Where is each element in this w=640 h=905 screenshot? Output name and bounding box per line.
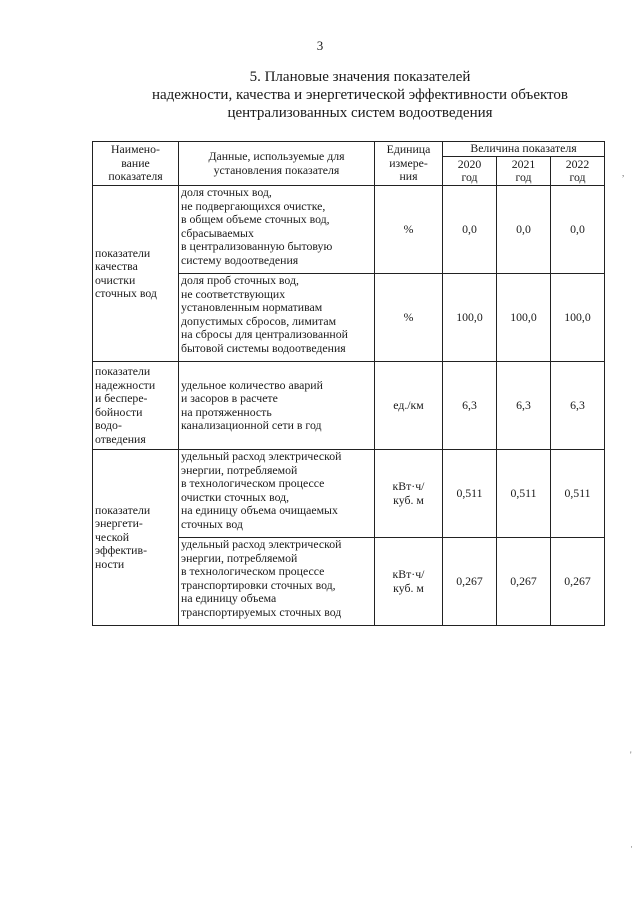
scan-mark: , bbox=[622, 168, 625, 178]
header-value-group: Величина показателя bbox=[443, 142, 605, 157]
value-2022: 0,0 bbox=[551, 186, 605, 274]
value-2020: 0,0 bbox=[443, 186, 497, 274]
table-row bbox=[93, 186, 605, 274]
value-2021: 100,0 bbox=[497, 274, 551, 362]
table-row bbox=[93, 362, 605, 450]
row-data-description: удельный расход электрической энергии, потребляемой в технологическом процессе очистки сточных вод, на единицу объема очищаемых сточных вод bbox=[179, 450, 375, 538]
value-2020: 0,267 bbox=[443, 538, 497, 626]
value-2020: 6,3 bbox=[443, 362, 497, 450]
value-2021: 0,267 bbox=[497, 538, 551, 626]
document-title bbox=[90, 68, 630, 122]
title-line-1: 5. Плановые значения показателей bbox=[249, 69, 471, 85]
row-unit: % bbox=[375, 186, 443, 274]
header-year-2020: 2020 год bbox=[443, 157, 497, 186]
row-data-description: удельное количество аварий и засоров в расчете на протяженность канализационной сети в год bbox=[179, 362, 375, 450]
group-name-energy-efficiency: показатели энергети- ческой эффектив- ности bbox=[93, 450, 179, 626]
value-2020: 0,511 bbox=[443, 450, 497, 538]
row-unit: % bbox=[375, 274, 443, 362]
value-2022: 0,511 bbox=[551, 450, 605, 538]
header-year-2022: 2022 год bbox=[551, 157, 605, 186]
header-year-2021: 2021 год bbox=[497, 157, 551, 186]
value-2021: 6,3 bbox=[497, 362, 551, 450]
page-number: 3 bbox=[316, 38, 324, 53]
table-row bbox=[93, 450, 605, 538]
scan-mark: ' bbox=[630, 750, 632, 760]
group-name-quality: показатели качества очистки сточных вод bbox=[93, 186, 179, 362]
row-unit: кВт·ч/ куб. м bbox=[375, 538, 443, 626]
title-line-2: надежности, качества и энергетической эффективности объектов bbox=[151, 87, 568, 103]
value-2021: 0,0 bbox=[497, 186, 551, 274]
title-line-3: централизованных систем водоотведения bbox=[227, 105, 493, 121]
value-2022: 6,3 bbox=[551, 362, 605, 450]
group-name-reliability: показатели надежности и беспере- бойности водо- отведения bbox=[93, 362, 179, 450]
value-2022: 100,0 bbox=[551, 274, 605, 362]
indicators-table bbox=[92, 141, 605, 626]
row-unit: ед./км bbox=[375, 362, 443, 450]
value-2022: 0,267 bbox=[551, 538, 605, 626]
header-indicator-name: Наимено- вание показателя bbox=[93, 142, 179, 186]
row-data-description: доля сточных вод, не подвергающихся очистке, в общем объеме сточных вод, сбрасываемых в централизованную бытовую систему водоотведения bbox=[179, 186, 375, 274]
row-data-description: доля проб сточных вод, не соответствующих установленным нормативам допустимых сбросов, лимитам на сбросы для централизованной бытовой системы водоотведения bbox=[179, 274, 375, 362]
value-2020: 100,0 bbox=[443, 274, 497, 362]
header-source-data: Данные, используемые для установления показателя bbox=[179, 142, 375, 186]
value-2021: 0,511 bbox=[497, 450, 551, 538]
scan-mark: · bbox=[630, 842, 633, 852]
row-unit: кВт·ч/ куб. м bbox=[375, 450, 443, 538]
header-unit: Единица измере- ния bbox=[375, 142, 443, 186]
row-data-description: удельный расход электрической энергии, потребляемой в технологическом процессе транспортировки сточных вод, на единицу объема транспортируемых сточных вод bbox=[179, 538, 375, 626]
